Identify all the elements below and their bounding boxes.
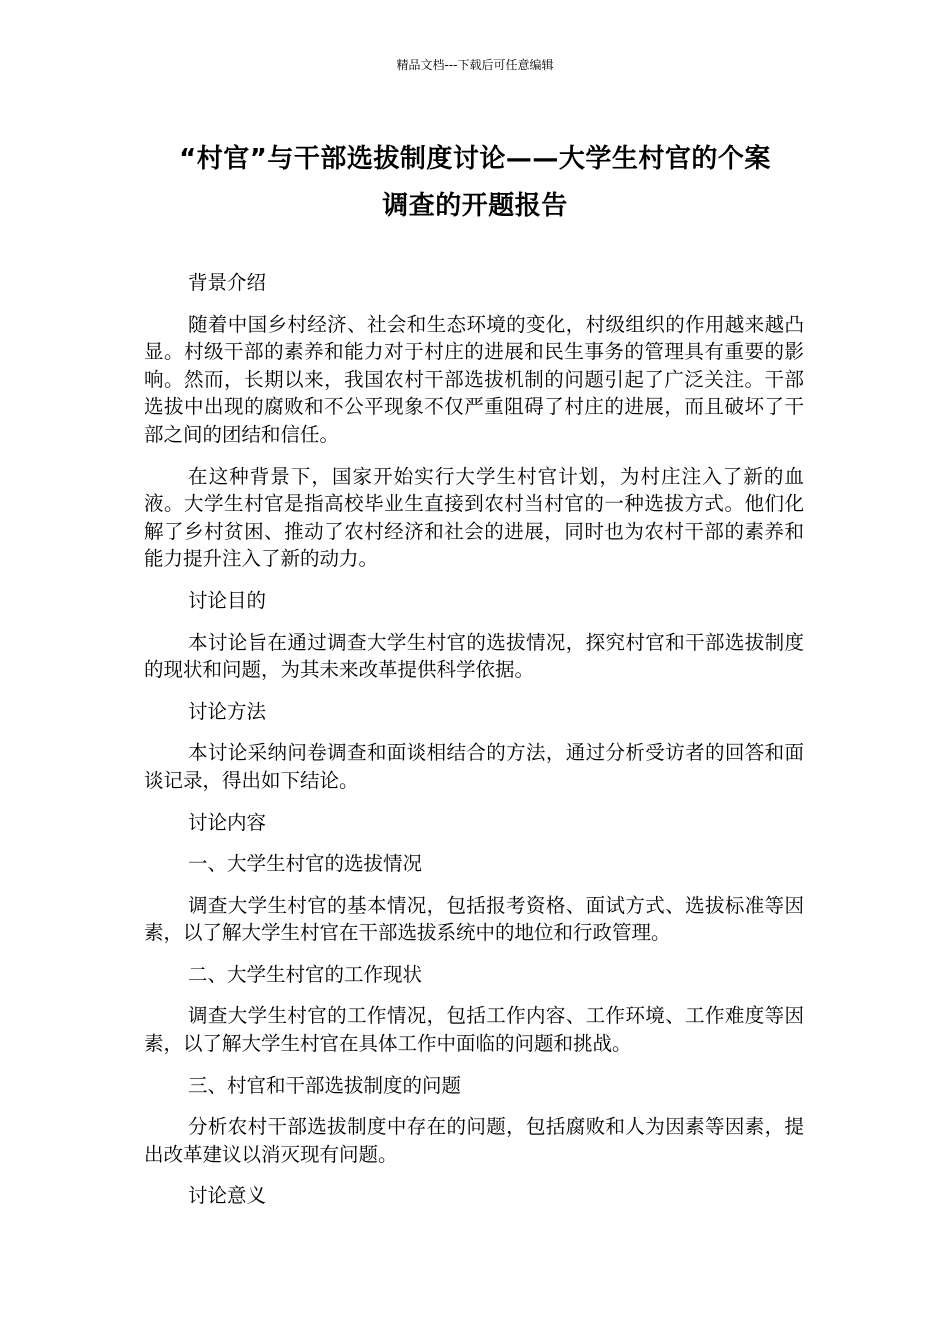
- section-heading-significance: 讨论意义: [188, 1184, 267, 1208]
- document-body: [144, 269, 804, 1224]
- section-heading-purpose: 讨论目的: [188, 588, 267, 612]
- page-header: 精品文档---下载后可任意编辑: [396, 58, 554, 72]
- subsection-heading-2: 二、大学生村官的工作现状: [188, 962, 423, 986]
- document-title: [120, 136, 830, 230]
- paragraph-background-1: 随着中国乡村经济、社会和生态环境的变化，村级组织的作用越来越凸显。村级干部的素养和能力对于村庄的进展和民生事务的管理具有重要的影响。然而，长期以来，我国农村干部选拔机制的问题引起了广泛关注。干部选拔中出现的腐败和不公平现象不仅严重阻碍了村庄的进展，而且破坏了干部之间的团结和信任。: [144, 312, 804, 446]
- subsection-heading-1: 一、大学生村官的选拔情况: [188, 852, 423, 876]
- subsection-heading-3: 三、村官和干部选拔制度的问题: [188, 1073, 462, 1097]
- paragraph-method: 本讨论采纳问卷调查和面谈相结合的方法，通过分析受访者的回答和面谈记录，得出如下结论。: [144, 741, 804, 792]
- section-heading-method: 讨论方法: [188, 699, 267, 723]
- paragraph-item-3: 分析农村干部选拔制度中存在的问题，包括腐败和人为因素等因素，提出改革建议以消灭现有问题。: [144, 1115, 804, 1166]
- paragraph-item-1: 调查大学生村官的基本情况，包括报考资格、面试方式、选拔标准等因素，以了解大学生村官在干部选拔系统中的地位和行政管理。: [144, 893, 804, 945]
- section-heading-content: 讨论内容: [188, 810, 267, 834]
- title-line-2: 调查的开题报告: [382, 191, 568, 221]
- paragraph-background-2: 在这种背景下，国家开始实行大学生村官计划，为村庄注入了新的血液。大学生村官是指高校毕业生直接到农村当村官的一种选拔方式。他们化解了乡村贫困、推动了农村经济和社会的进展，同时也为农村干部的素养和能力提升注入了新的动力。: [144, 464, 804, 571]
- paragraph-purpose: 本讨论旨在通过调查大学生村官的选拔情况，探究村官和干部选拔制度的现状和问题，为其未来改革提供科学依据。: [144, 630, 804, 682]
- section-heading-background: 背景介绍: [188, 271, 267, 294]
- title-line-1: “村官”与干部选拔制度讨论——大学生村官的个案: [179, 144, 771, 174]
- paragraph-item-2: 调查大学生村官的工作情况，包括工作内容、工作环境、工作难度等因素，以了解大学生村官在具体工作中面临的问题和挑战。: [144, 1004, 804, 1056]
